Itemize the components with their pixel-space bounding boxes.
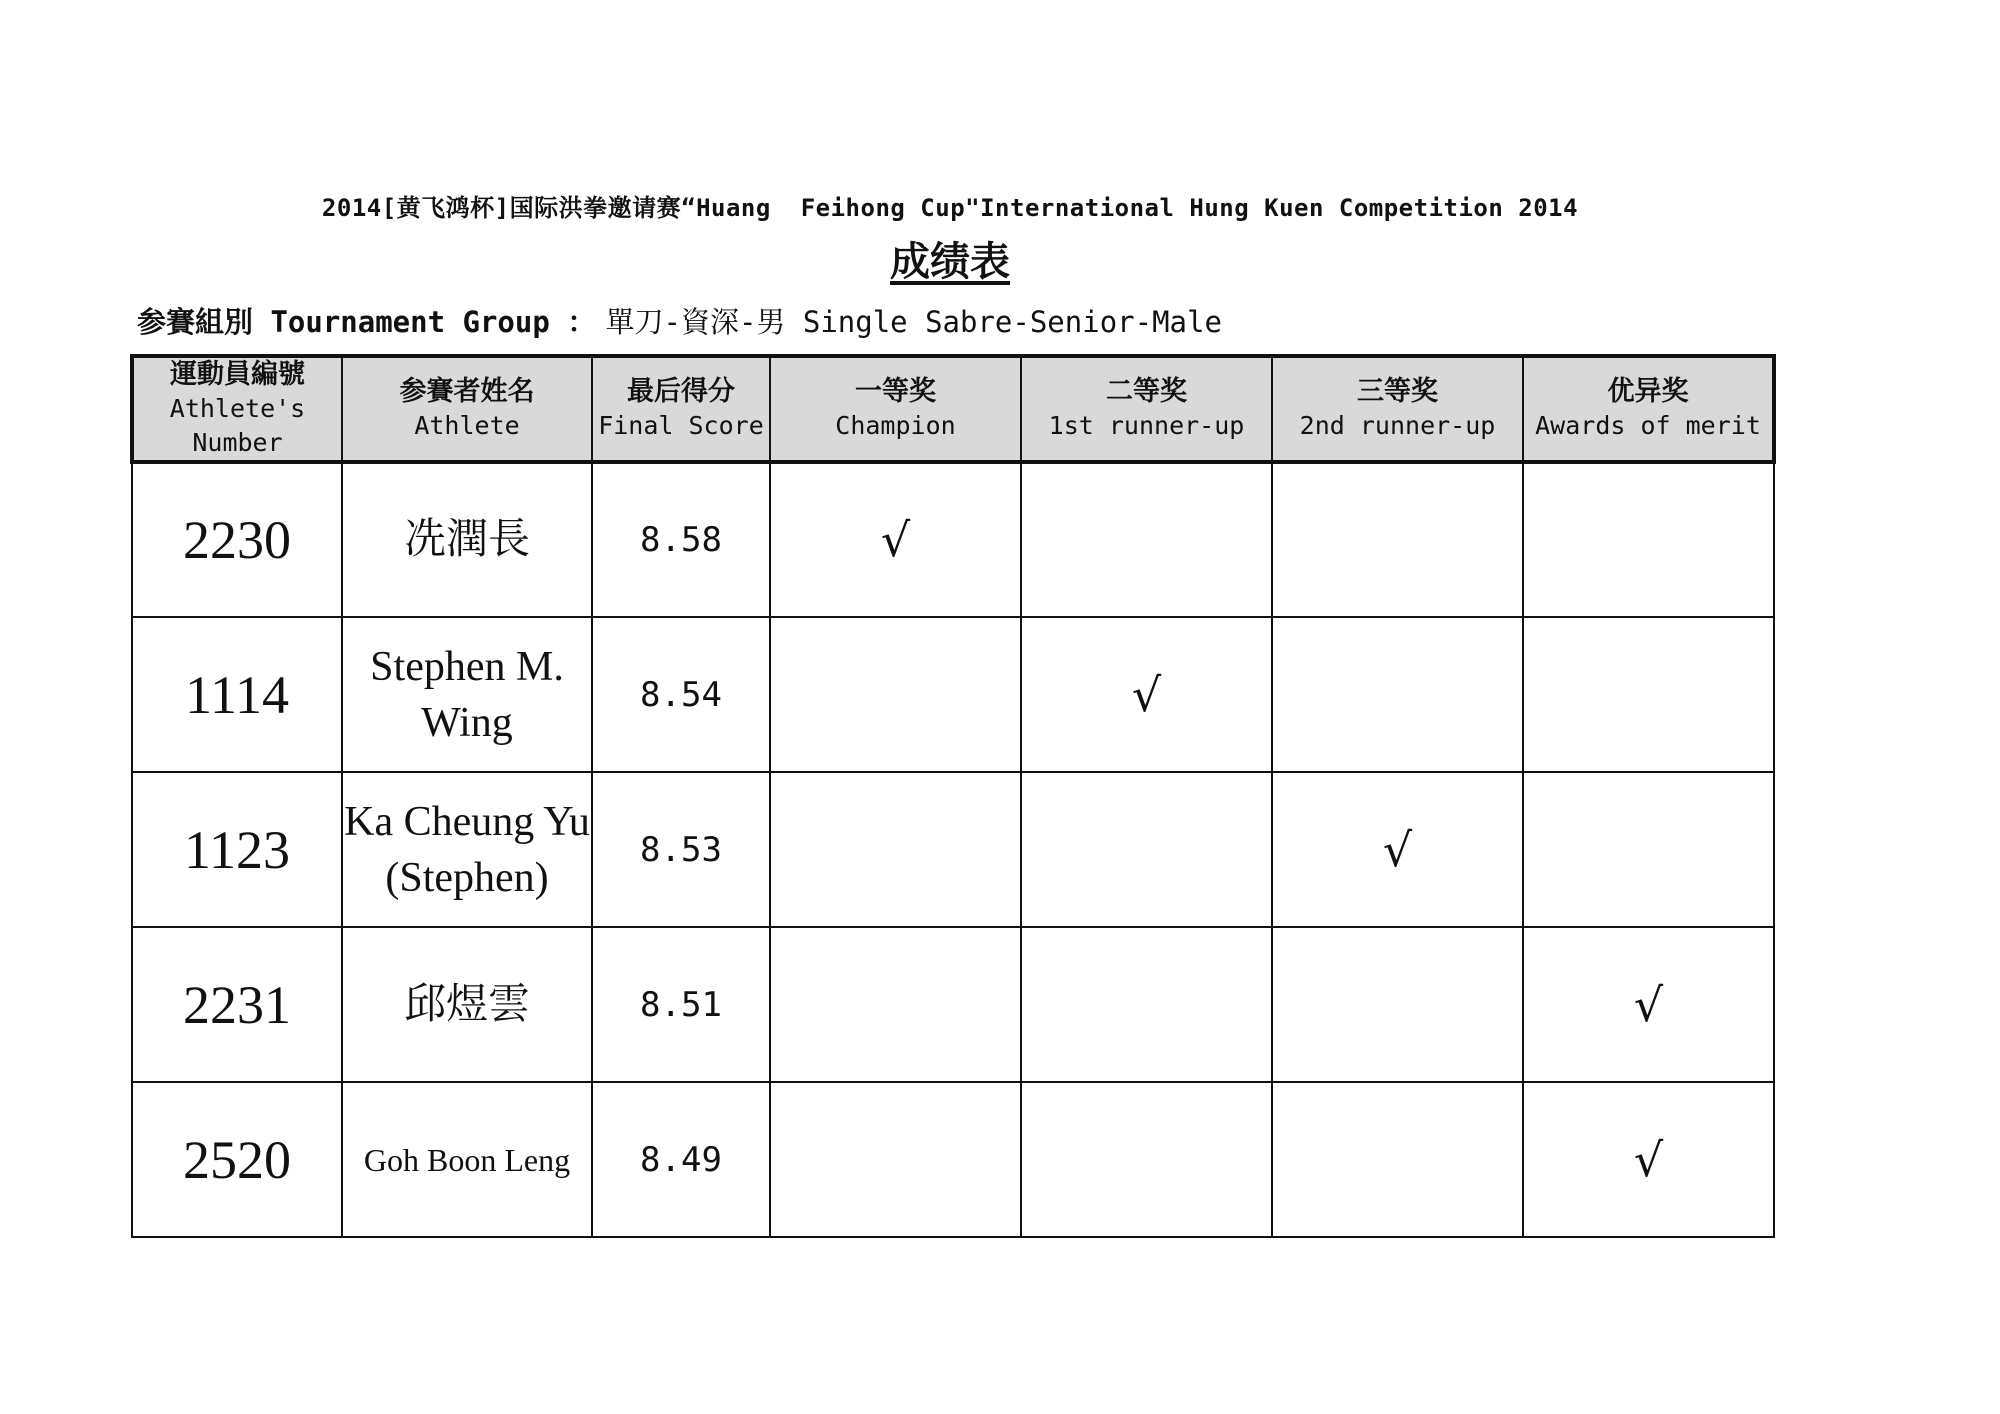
check-mark-icon: √ (1382, 822, 1413, 877)
merit-cell (1523, 617, 1774, 772)
champion-cell (770, 1082, 1021, 1237)
header-second-runner-up (1272, 356, 1523, 462)
table-row (132, 772, 1774, 927)
first-runner-up-cell (1021, 927, 1272, 1082)
athlete-number-cell: 1114 (132, 617, 342, 772)
header-zh: 参賽者姓名 (399, 376, 535, 407)
header-zh: 運動員編號 (170, 359, 305, 390)
champion-cell (770, 772, 1021, 927)
header-en: 1st runner-up (1048, 411, 1245, 440)
final-score-cell: 8.51 (592, 927, 770, 1082)
results-table (130, 354, 1776, 1238)
athlete-name-cell: Goh Boon Leng (342, 1082, 592, 1237)
champion-cell (770, 927, 1021, 1082)
header-en: Athlete's Number (169, 394, 306, 457)
check-mark-icon: √ (1131, 667, 1162, 722)
merit-cell (1523, 1082, 1774, 1237)
document-subtitle: 成绩表 (890, 239, 1010, 285)
athlete-name-cell: Ka Cheung Yu (Stephen) (342, 772, 592, 927)
second-runner-up-cell (1272, 462, 1523, 617)
athlete-number-cell: 2520 (132, 1082, 342, 1237)
header-en: 2nd runner-up (1299, 411, 1496, 440)
athlete-name-cell: Stephen M. Wing (342, 617, 592, 772)
header-en: Athlete (414, 411, 520, 440)
first-runner-up-cell (1021, 462, 1272, 617)
header-row (132, 356, 1774, 462)
table-row (132, 927, 1774, 1082)
header-en: Final Score (598, 411, 764, 440)
merit-cell (1523, 462, 1774, 617)
final-score-cell: 8.54 (592, 617, 770, 772)
champion-cell (770, 462, 1021, 617)
table-row (132, 1082, 1774, 1237)
tournament-group-label: 参賽組別 Tournament Group ： (137, 305, 597, 339)
table-row (132, 617, 1774, 772)
first-runner-up-cell (1021, 617, 1272, 772)
second-runner-up-cell (1272, 927, 1523, 1082)
header-zh: 三等奖 (1357, 376, 1438, 407)
champion-cell (770, 617, 1021, 772)
check-mark-icon: √ (1633, 977, 1664, 1032)
second-runner-up-cell (1272, 772, 1523, 927)
first-runner-up-cell (1021, 772, 1272, 927)
check-mark-icon: √ (880, 513, 911, 567)
header-zh: 二等奖 (1106, 376, 1187, 407)
athlete-name-cell: 冼潤長 (342, 462, 592, 617)
second-runner-up-cell (1272, 1082, 1523, 1237)
final-score-cell: 8.49 (592, 1082, 770, 1237)
athlete-name-cell: 邱煜雲 (342, 927, 592, 1082)
header-awards-of-merit (1523, 356, 1774, 462)
header-en: Awards of merit (1535, 411, 1761, 440)
second-runner-up-cell (1272, 617, 1523, 772)
athlete-number-cell: 2231 (132, 927, 342, 1082)
header-athlete-number (132, 356, 342, 462)
tournament-group-value: 單刀-資深-男 Single Sabre-Senior-Male (605, 305, 1222, 339)
header-zh: 优异奖 (1607, 376, 1689, 407)
merit-cell (1523, 927, 1774, 1082)
table-row (132, 462, 1774, 617)
document-title: 2014[黄飞鸿杯]国际洪拳邀请赛“Huang Feihong Cup"International Hung Kuen Competition 2014 (321, 194, 1579, 222)
merit-cell (1523, 772, 1774, 927)
header-athlete (342, 356, 592, 462)
header-final-score (592, 356, 770, 462)
athlete-number-cell: 2230 (132, 462, 342, 617)
header-en: Champion (835, 411, 956, 440)
tournament-group-line (137, 300, 1222, 341)
header-champion (770, 356, 1021, 462)
final-score-cell: 8.58 (592, 462, 770, 617)
first-runner-up-cell (1021, 1082, 1272, 1237)
athlete-number-cell: 1123 (132, 772, 342, 927)
final-score-cell: 8.53 (592, 772, 770, 927)
header-zh: 一等奖 (855, 376, 936, 407)
header-first-runner-up (1021, 356, 1272, 462)
check-mark-icon: √ (1633, 1132, 1664, 1187)
header-zh: 最后得分 (627, 376, 735, 407)
